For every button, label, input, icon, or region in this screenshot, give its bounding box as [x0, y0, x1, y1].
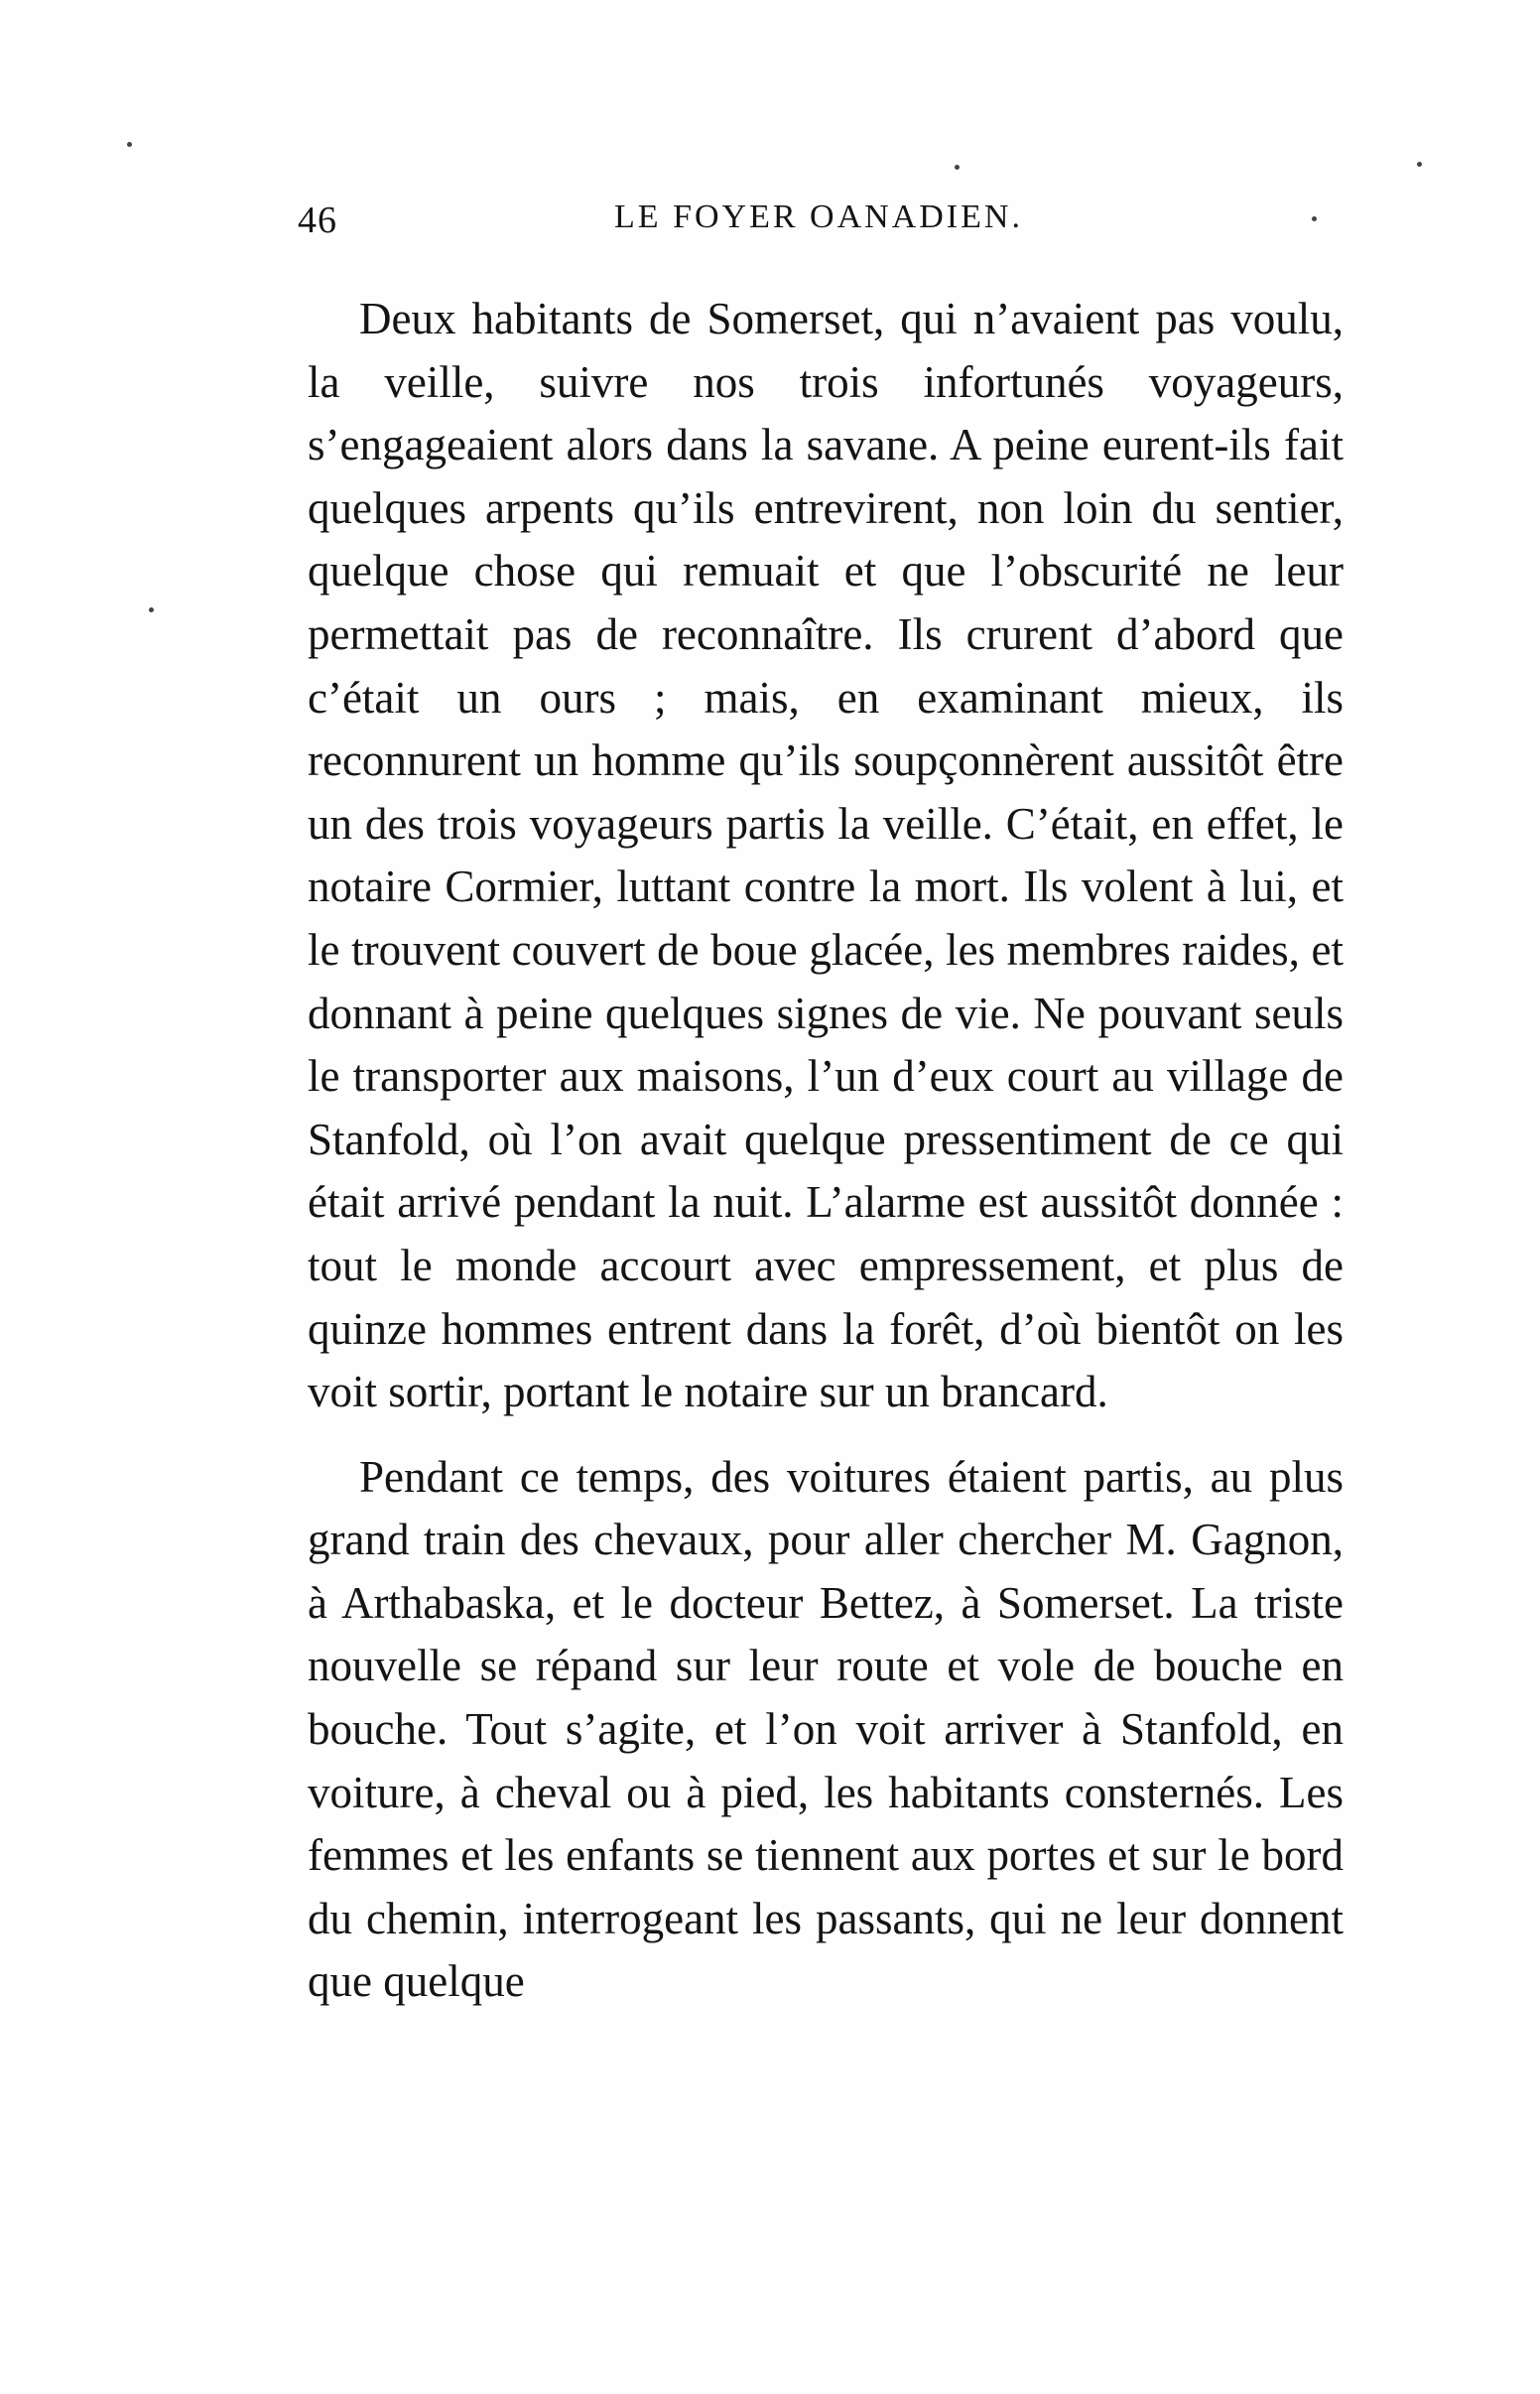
- running-title: LE FOYER OANADIEN.: [614, 199, 1023, 235]
- paragraph: Deux habitants de Somerset, qui n’avaient pas voulu, la veille, suivre nos trois infortunés voyageurs, s’engageaient alors dans la savane. A peine eurent-ils fait quelques arpents qu’ils entrevirent, non loin du sentier, quelque chose qui remuait et que l’obscurité ne leur permettait pas de reconnaître. Ils crurent d’abord que c’était un ours ; mais, en examinant mieux, ils reconnurent un homme qu’ils soupçonnèrent aussitôt être un des trois voyageurs partis la veille. C’était, en effet, le notaire Cormier, luttant contre la mort. Ils volent à lui, et le trouvent couvert de boue glacée, les membres raides, et donnant à peine quelques signes de vie. Ne pouvant seuls le transporter aux maisons, l’un d’eux court au village de Stanfold, où l’on avait quelque pressentiment de ce qui était arrivé pendant la nuit. L’alarme est aussitôt donnée : tout le monde accourt avec empressement, et plus de quinze hommes entrent dans la forêt, d’où bientôt on les voit sortir, portant le notaire sur un brancard.: [308, 294, 1344, 1417]
- ink-speck: [955, 165, 960, 170]
- ink-speck: [127, 142, 132, 147]
- page-number: 46: [298, 200, 337, 241]
- paragraph: Pendant ce temps, des voitures étaient partis, au plus grand train des chevaux, pour aller chercher M. Gagnon, à Arthabaska, et le docteur Bettez, à Somerset. La triste nouvelle se répand sur leur route et vole de bouche en bouche. Tout s’agite, et l’on voit arriver à Stanfold, en voiture, à cheval ou à pied, les habitants consternés. Les femmes et les enfants se tiennent aux portes et sur le bord du chemin, interrogeant les passants, qui ne leur donnent que quelque: [308, 1451, 1344, 2007]
- ink-speck: [1417, 162, 1422, 167]
- ink-speck: [149, 607, 154, 612]
- page-header: [298, 199, 1340, 248]
- body-text: [308, 288, 1344, 2036]
